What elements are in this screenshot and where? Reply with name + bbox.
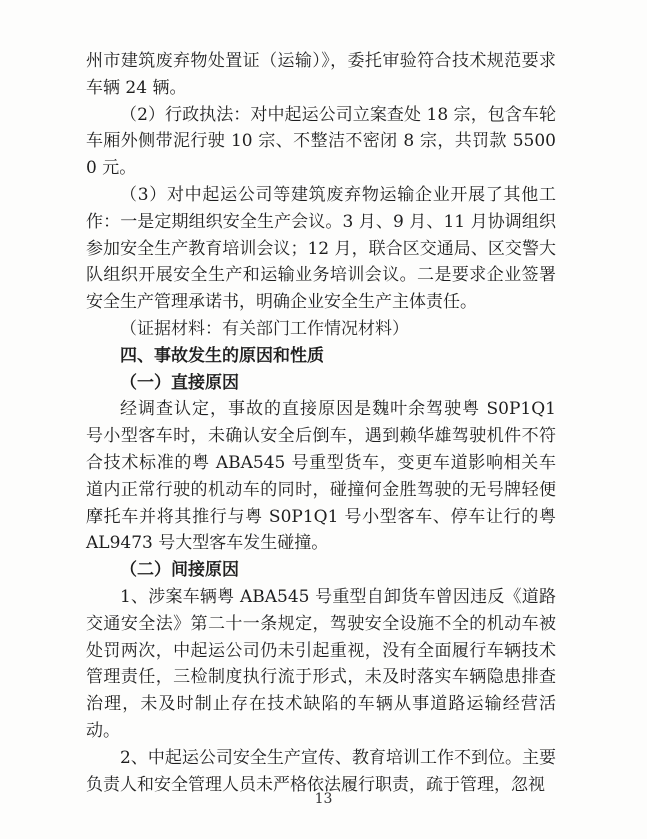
paragraph-continuation: 州市建筑废弃物处置证（运输）》，委托审验符合技术规范要求车辆 24 辆。 xyxy=(86,51,556,98)
paragraph-indirect-cause-2: 2、中起运公司安全生产宣传、教育培训工作不到位。主要负责人和安全管理人员未严格依法履行职责，疏于管理，忽视 xyxy=(86,747,556,795)
subheading-indirect-cause: （二）间接原因 xyxy=(120,560,239,581)
paragraph-enforcement: （2）行政执法：对中起运公司立案查处 18 宗，包含车轮车厢外侧带泥行驶 10 宗、不整洁不密闭 8 宗，共罚款 55000 元。 xyxy=(86,104,556,179)
section-heading-causes: 四、事故发生的原因和性质 xyxy=(120,345,324,366)
paragraph-direct-cause: 经调查认定，事故的直接原因是魏叶余驾驶粤 S0P1Q1 号小型客车时，未确认安全后倒车，遇到赖华雄驾驶机件不符合技术标准的粤 ABA545 号重型货车，变更车道影响相关车道内正常行驶的机动车的同时，碰撞何金胜驾驶的无号牌轻便摩托车并将其推行与粤 S0P1Q1 号小型客车、停车让行的粤 AL9473 号大型客车发生碰撞。 xyxy=(86,399,556,554)
paragraph-indirect-cause-1: 1、涉案车辆粤 ABA545 号重型自卸货车曾因违反《道路交通安全法》第二十一条规定，驾驶安全设施不全的机动车被处罚两次，中起运公司仍未引起重视，没有全面履行车辆技术管理责任，三检制度执行流于形式，未及时落实车辆隐患排查治理，未及时制止存在技术缺陷的车辆从事道路运输经营活动。 xyxy=(86,586,556,741)
evidence-note: （证据材料：有关部门工作情况材料） xyxy=(120,318,409,339)
document-body xyxy=(86,48,556,798)
paragraph-other-work: （3）对中起运公司等建筑废弃物运输企业开展了其他工作：一是定期组织安全生产会议。3 月、9 月、11 月协调组织参加安全生产教育培训会议；12 月，联合区交通局、区交警大队组织开展安全生产和运输业务培训会议。二是要求企业签署安全生产管理承诺书，明确企业安全生产主体责任。 xyxy=(86,184,556,313)
subheading-direct-cause: （一）直接原因 xyxy=(120,372,239,393)
page-number: 13 xyxy=(314,791,333,807)
